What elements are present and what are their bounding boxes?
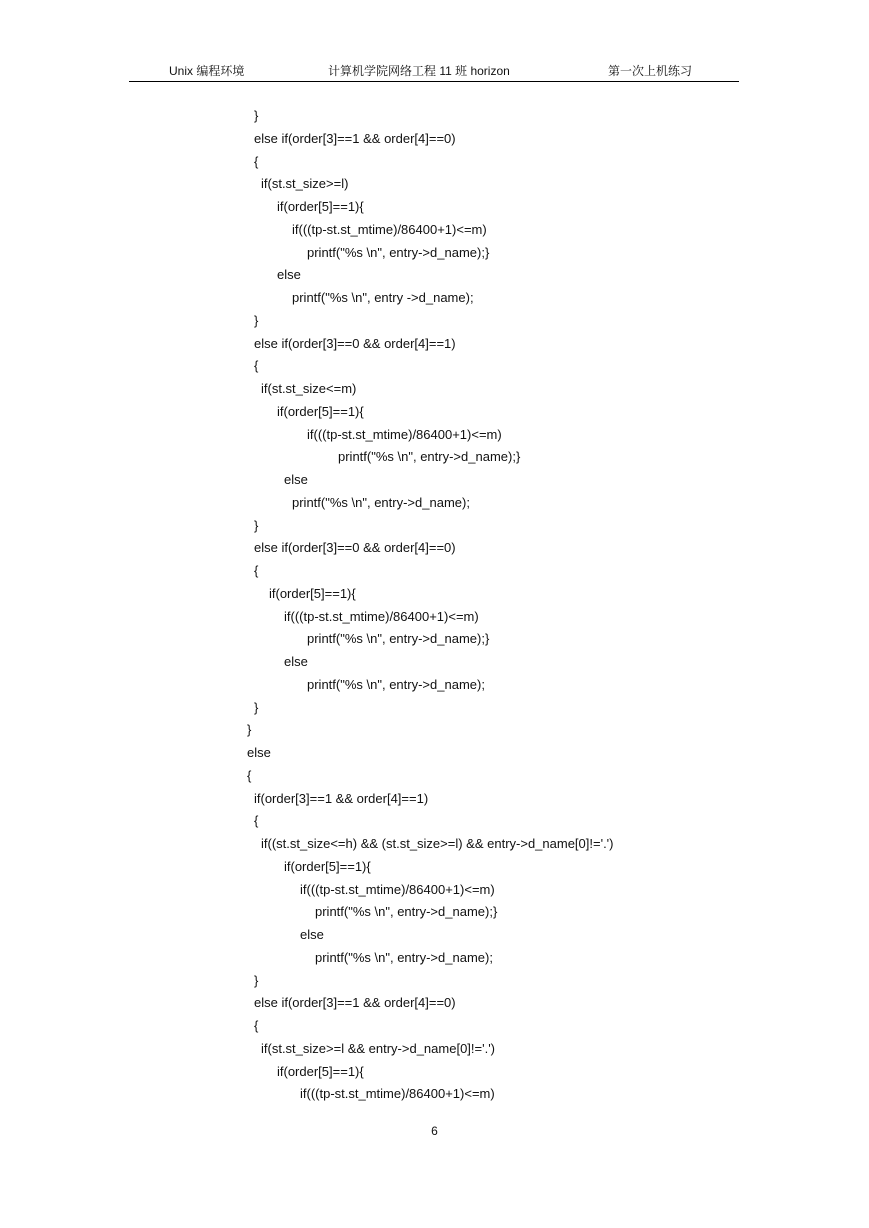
code-line: { [254, 153, 259, 169]
code-line: printf("%s \n", entry ->d_name); [292, 290, 474, 305]
code-line: if(st.st_size<=m) [261, 381, 357, 396]
code-line: printf("%s \n", entry->d_name); [292, 494, 470, 510]
code-line: { [254, 813, 259, 829]
code-line: } [254, 312, 259, 328]
code-line: if(order[5]==1){ [284, 858, 371, 874]
code-line: printf("%s \n", entry->d_name); [307, 676, 485, 692]
code-line: { [254, 563, 259, 578]
code-line: if(((tp-st.st_mtime)/86400+1)<=m) [307, 426, 502, 442]
code-line: if(order[5]==1){ [277, 1063, 364, 1079]
code-line: else if(order[3]==1 && order[4]==0) [254, 995, 456, 1011]
code-line: } [254, 699, 259, 715]
header-class-author: 计算机学院网络工程 11 班 horizon [328, 64, 510, 78]
code-line: else [300, 927, 324, 942]
code-line: else [247, 745, 271, 760]
code-line: { [254, 358, 259, 374]
code-line: else if(order[3]==0 && order[4]==1) [254, 335, 456, 351]
code-line: if(((tp-st.st_mtime)/86400+1)<=m) [300, 1086, 495, 1102]
code-line: else [277, 267, 301, 283]
header-exercise-title: 第一次上机练习 [608, 64, 693, 78]
code-line: else [284, 472, 308, 487]
code-line: printf("%s \n", entry->d_name);} [315, 904, 498, 920]
code-line: if(order[5]==1){ [269, 585, 356, 601]
code-line: if(order[3]==1 && order[4]==1) [254, 790, 429, 806]
code-line: } [254, 972, 259, 988]
header-course-title: Unix 编程环境 [169, 64, 245, 78]
code-line: } [247, 722, 252, 738]
code-line: printf("%s \n", entry->d_name);} [307, 631, 490, 647]
code-line: printf("%s \n", entry->d_name);} [307, 244, 490, 260]
code-line: if(st.st_size>=l) [261, 176, 349, 192]
code-line: { [254, 1018, 259, 1033]
code-line: if(((tp-st.st_mtime)/86400+1)<=m) [300, 881, 495, 897]
code-line: if(st.st_size>=l && entry->d_name[0]!='.') [261, 1040, 496, 1056]
page-number: 6 [431, 1124, 438, 1138]
code-line: if(order[5]==1){ [277, 199, 364, 214]
code-line: if(((tp-st.st_mtime)/86400+1)<=m) [292, 221, 487, 237]
code-line: } [254, 517, 259, 533]
code-line: if(order[5]==1){ [277, 403, 364, 419]
code-line: else if(order[3]==1 && order[4]==0) [254, 130, 456, 146]
page-header [129, 62, 739, 82]
code-line: if(((tp-st.st_mtime)/86400+1)<=m) [284, 608, 479, 624]
code-line: if((st.st_size<=h) && (st.st_size>=l) && entry->d_name[0]!='.') [261, 836, 614, 851]
code-line: printf("%s \n", entry->d_name);} [338, 449, 521, 465]
code-line: printf("%s \n", entry->d_name); [315, 949, 493, 965]
code-line: else [284, 654, 308, 669]
code-line: { [247, 767, 252, 783]
code-line: } [254, 108, 259, 123]
code-line: else if(order[3]==0 && order[4]==0) [254, 540, 456, 556]
